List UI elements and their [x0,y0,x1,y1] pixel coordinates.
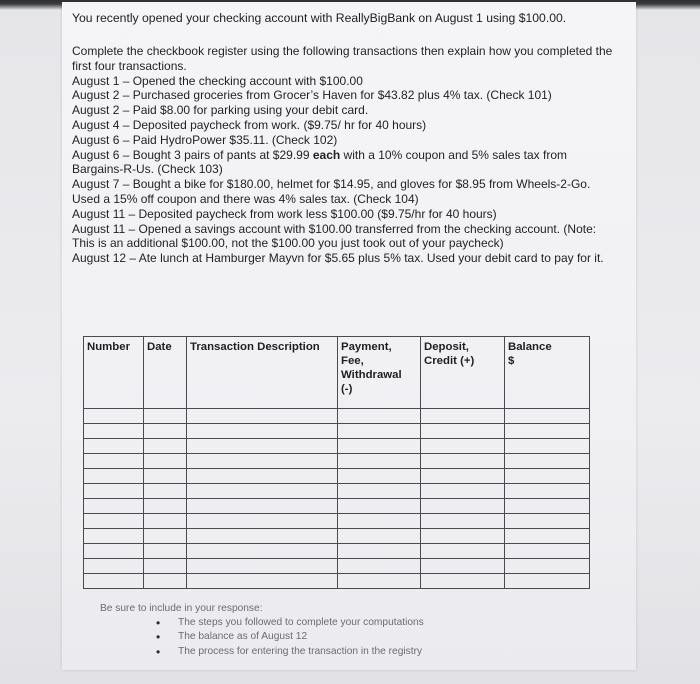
register-row [84,469,590,484]
register-cell [144,484,187,499]
register-cell [84,529,144,544]
register-cell [144,574,187,589]
transaction-text: August 2 – Purchased groceries from Grocer’s Haven for $43.82 plus 4% tax. (Check 101) [72,88,552,103]
register-cell [505,499,590,514]
register-cell [84,454,144,469]
register-cell [144,559,187,574]
register-row [84,439,590,454]
transaction-line [72,118,620,133]
register-cell [421,469,505,484]
register-cell [338,454,421,469]
register-cell [505,544,590,559]
register-row [84,574,590,589]
register-cell [84,484,144,499]
register-cell [144,424,187,439]
register-cell [187,559,338,574]
register-cell [421,439,505,454]
register-cell [505,454,590,469]
register-cell [338,439,421,454]
register-cell [505,484,590,499]
transaction-text: with a 10% coupon and 5% sales tax from Bargains-R-Us. (Check 103) [72,147,567,177]
register-cell [338,499,421,514]
header-payment-line: Payment, [341,341,392,353]
header-payment-line: Withdrawal [341,369,402,381]
transaction-line [72,148,620,178]
register-cell [505,559,590,574]
instructions-block [72,44,620,266]
register-cell [187,499,338,514]
register-cell [187,424,338,439]
register-cell [338,469,421,484]
register-cell [84,469,144,484]
header-payment [338,337,421,409]
register-cell [338,514,421,529]
header-deposit-line: Deposit, [424,341,469,353]
register-cell [338,409,421,424]
register-cell [421,514,505,529]
register-header-row [84,337,590,409]
document-page [62,2,636,670]
transaction-text: August 1 – Opened the checking account with $100.00 [72,73,363,88]
footer-item [156,630,580,645]
footer-item [156,616,580,631]
register-cell [187,514,338,529]
register-cell [338,424,421,439]
register-cell [144,469,187,484]
transaction-text: August 6 – Paid HydroPower $35.11. (Check 102) [72,132,338,147]
transaction-text: August 11 – Opened a savings account with $100.00 transferred from the checking account. (Note: This is an additional $100.00, not the $100.00 you just took out of your paycheck) [72,221,597,251]
register-cell [144,499,187,514]
register-cell [505,574,590,589]
register-cell [505,469,590,484]
register-cell [505,514,590,529]
header-deposit [421,337,505,409]
register-cell [505,424,590,439]
transaction-emphasis: each [312,147,341,162]
register-cell [338,544,421,559]
register-cell [187,484,338,499]
header-balance-line: $ [508,355,515,367]
register-cell [421,544,505,559]
register-cell [421,529,505,544]
transaction-line [72,133,620,148]
footer-lead: Be sure to include in your response: [100,603,263,614]
register-cell [84,544,144,559]
header-payment-line: (-) [341,383,353,395]
register-cell [187,544,338,559]
register-cell [505,439,590,454]
transaction-text: August 11 – Deposited paycheck from work less $100.00 ($9.75/hr for 40 hours) [72,206,497,221]
header-deposit-line: Credit (+) [424,355,475,367]
register-cell [84,574,144,589]
transaction-line [72,177,620,207]
register-cell [84,559,144,574]
register-row [84,544,590,559]
register-cell [144,529,187,544]
register-cell [421,559,505,574]
register-cell [187,574,338,589]
intro-text: You recently opened your checking account with ReallyBigBank on August 1 using $100.00. [72,11,567,25]
register-cell [144,439,187,454]
footer-list [100,616,580,659]
transaction-text: August 7 – Bought a bike for $180.00, helmet for $14.95, and gloves for $8.95 from Wheels-2-Go. Used a 15% off coupon and there was 4% sales tax. (Check 104) [72,177,591,206]
transaction-line [72,207,620,222]
response-instructions [100,602,580,659]
register-cell [144,514,187,529]
register-cell [505,409,590,424]
header-number: Number [84,337,144,409]
register-cell [187,529,338,544]
register-row [84,514,590,529]
register-row [84,484,590,499]
register-row [84,454,590,469]
register-cell [84,499,144,514]
transaction-text: August 2 – Paid $8.00 for parking using your debit card. [72,103,369,118]
transaction-line [72,88,620,103]
register-cell [421,454,505,469]
bullet-icon: • [156,616,161,631]
register-cell [421,409,505,424]
register-cell [421,424,505,439]
transaction-line [72,74,620,89]
transaction-line [72,103,620,118]
register-cell [144,409,187,424]
register-cell [84,424,144,439]
footer-item-text: The balance as of August 12 [178,631,308,643]
register-row [84,409,590,424]
header-balance-line: Balance [508,341,552,353]
header-description: Transaction Description [187,337,338,409]
register-row [84,559,590,574]
register-cell [505,529,590,544]
transaction-text: August 6 – Bought 3 pairs of pants at $29.99 [72,147,313,162]
footer-item [156,644,580,659]
instructions-text: Complete the checkbook register using the following transactions then explain how you completed the first four transactions. [72,44,613,73]
footer-item-text: The process for entering the transaction in the registry [178,645,423,657]
bullet-icon: • [156,644,161,659]
register-cell [421,574,505,589]
register-cell [187,469,338,484]
register-body [84,409,590,589]
register-cell [187,454,338,469]
register-cell [144,544,187,559]
register-cell [338,559,421,574]
register-row [84,424,590,439]
header-balance [505,337,590,409]
transaction-line [72,222,620,252]
register-cell [84,409,144,424]
transaction-text: August 4 – Deposited paycheck from work. ($9.75/ hr for 40 hours) [72,117,427,132]
register-row [84,499,590,514]
register-cell [421,484,505,499]
header-payment-line: Fee, [341,355,364,367]
footer-item-text: The steps you followed to complete your computations [178,617,424,629]
register-cell [338,574,421,589]
register-cell [338,529,421,544]
register-cell [187,409,338,424]
register-cell [187,439,338,454]
bullet-icon: • [156,630,161,645]
transaction-text: August 12 – Ate lunch at Hamburger Mayvn for $5.65 plus 5% tax. Used your debit card to pay for it. [72,251,604,266]
register-cell [338,484,421,499]
checkbook-register [83,336,590,589]
register-cell [144,454,187,469]
transaction-list [72,74,620,266]
register-cell [421,499,505,514]
header-date: Date [144,337,187,409]
transaction-line [72,251,620,266]
register-cell [84,439,144,454]
register-cell [84,514,144,529]
register-row [84,529,590,544]
